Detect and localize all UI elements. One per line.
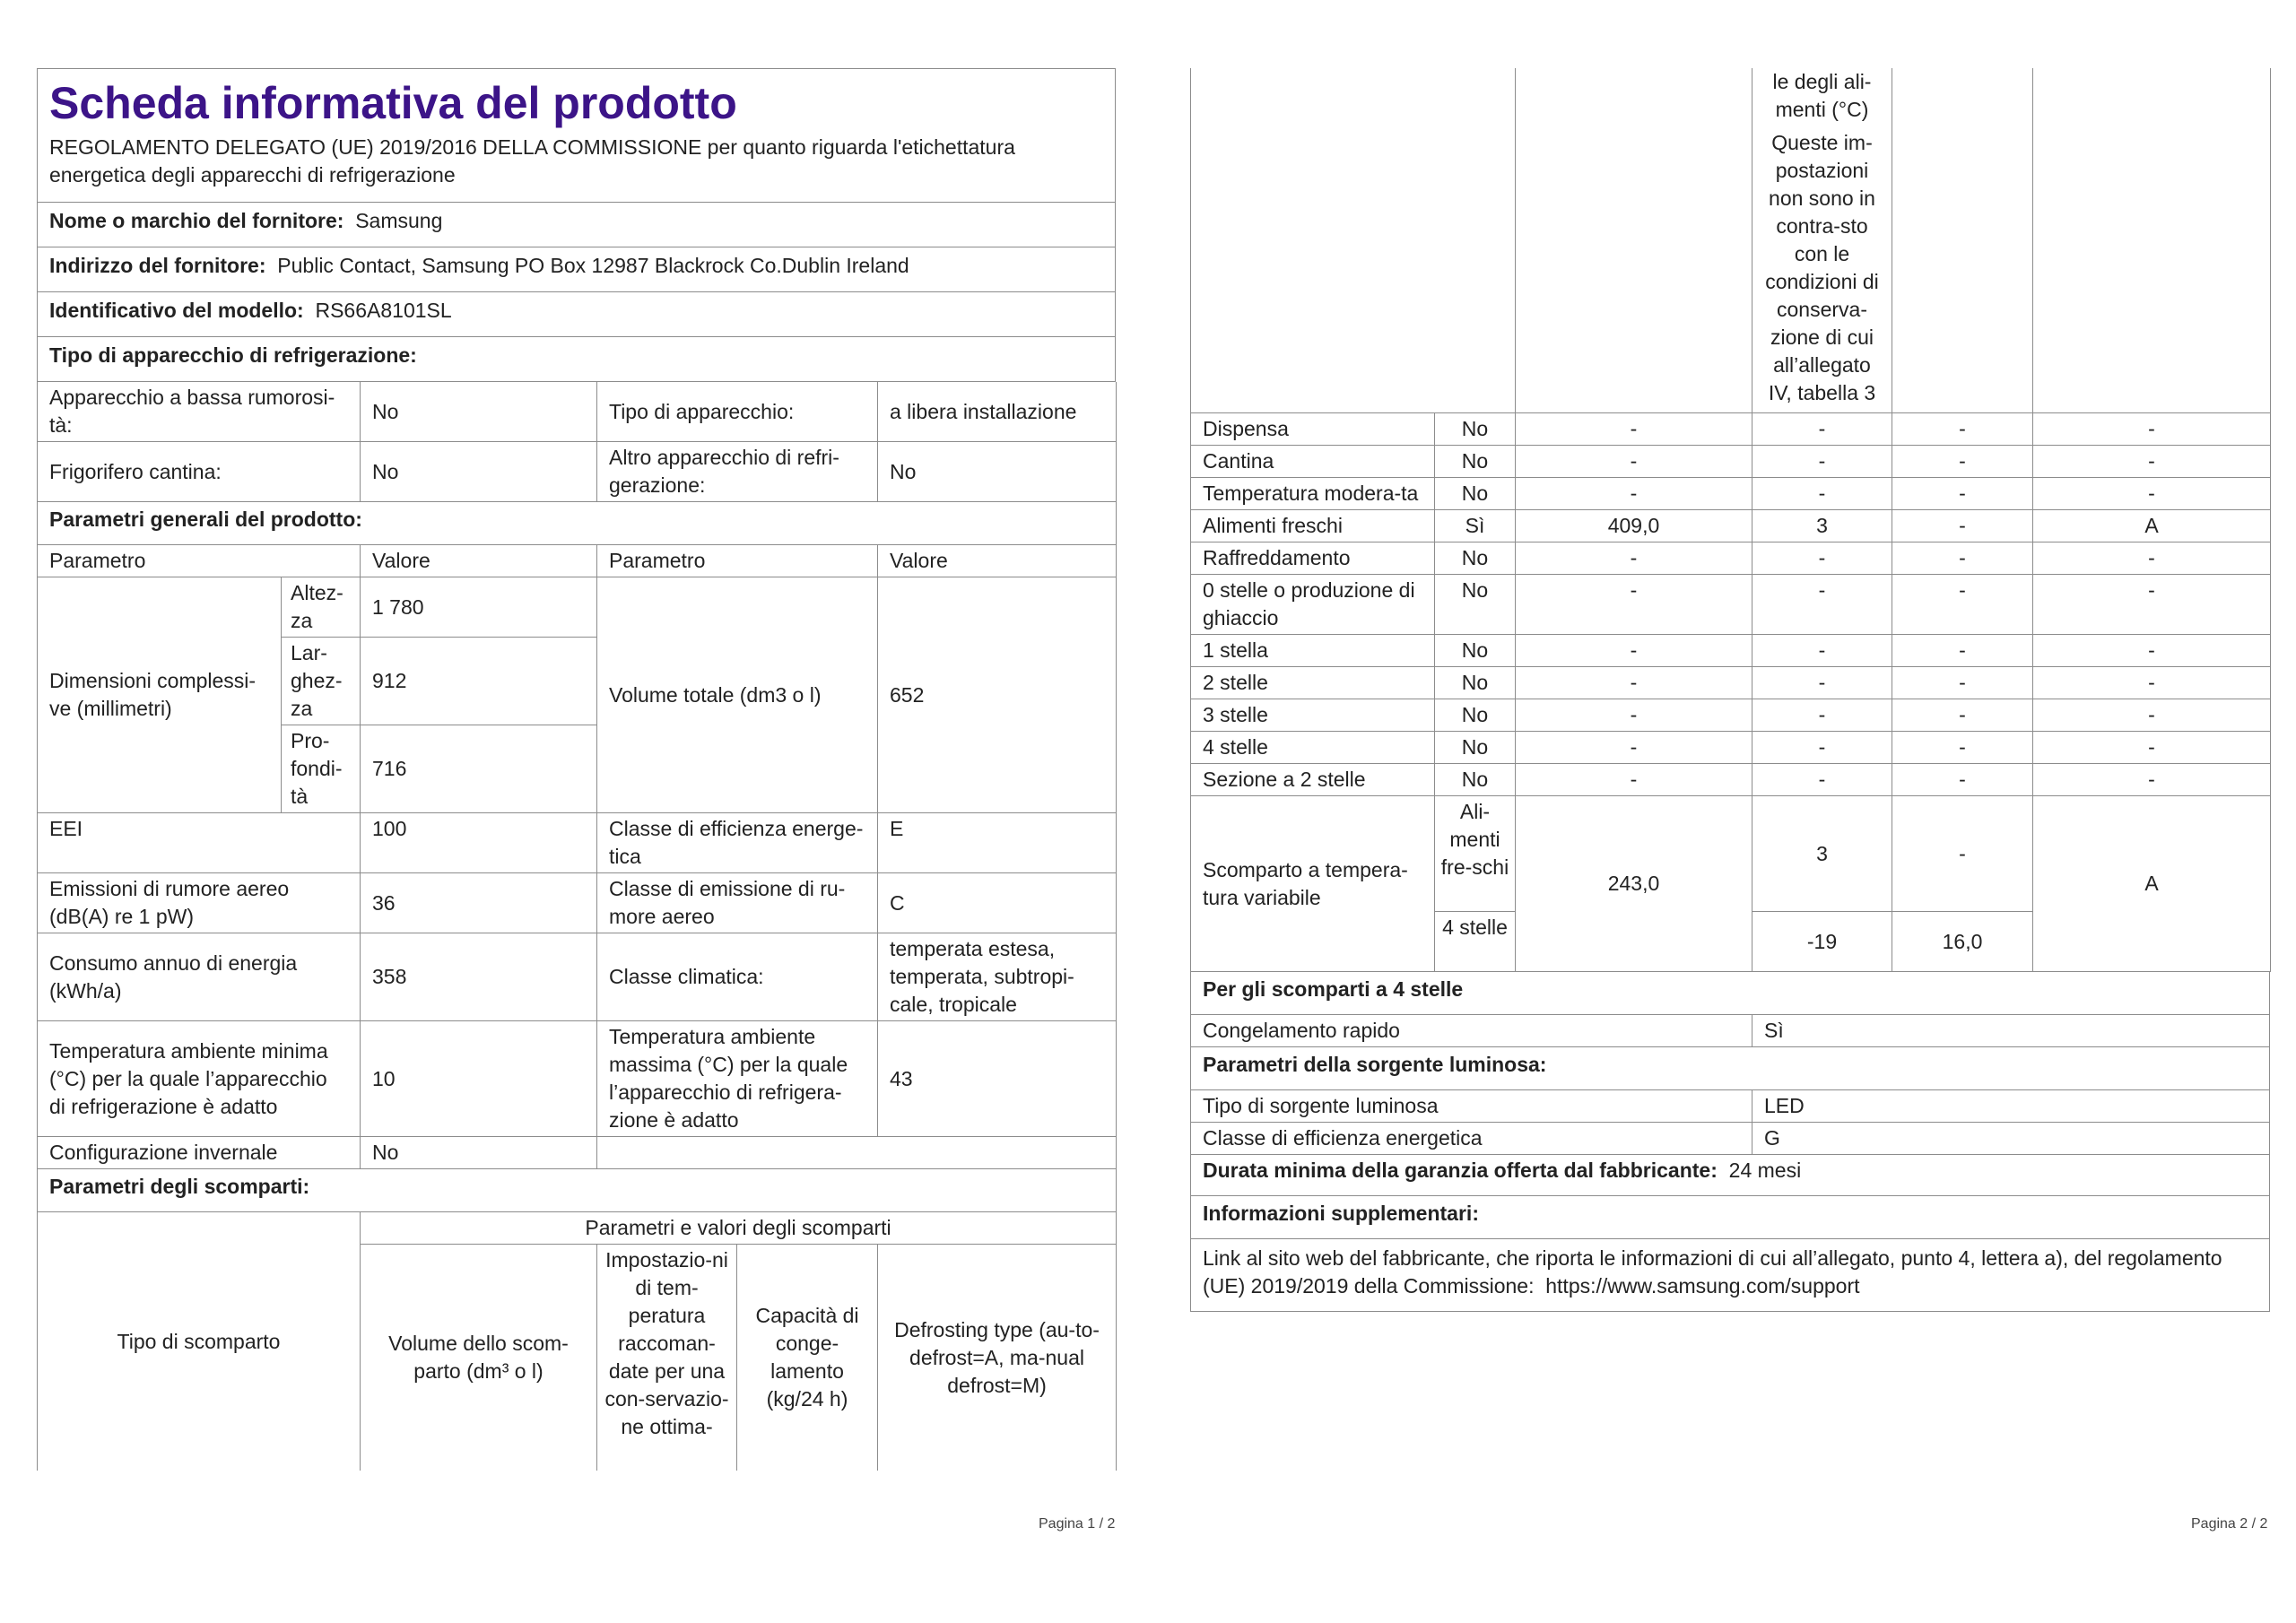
compartment-name: 1 stella xyxy=(1191,635,1435,667)
regulation-text: REGOLAMENTO DELEGATO (UE) 2019/2016 DELLA COMMISSIONE per quanto riguarda l'etichettatura energetica degli apparecchi di refrigerazione xyxy=(38,132,1116,203)
compartment-row xyxy=(1191,413,2271,446)
compartment-defrost: - xyxy=(2033,699,2271,732)
compartment-volume-header: Volume dello scom-parto (dm³ o l) xyxy=(361,1245,597,1471)
model-value: RS66A8101SL xyxy=(315,299,452,322)
compartment-present: No xyxy=(1435,413,1516,446)
compartment-volume: - xyxy=(1516,667,1752,699)
supplier-name-label: Nome o marchio del fornitore: xyxy=(49,209,344,232)
params-header-row xyxy=(38,545,1117,577)
compartment-temp: - xyxy=(1752,764,1892,796)
recommended-temp-header-part2: le degli ali-menti (°C) xyxy=(1772,70,1872,121)
compartment-present: No xyxy=(1435,446,1516,478)
max-temp-value: 43 xyxy=(878,1021,1117,1137)
light-heading-row xyxy=(1191,1047,2270,1090)
compartment-capacity: - xyxy=(1892,575,2033,635)
compartment-row xyxy=(1191,575,2271,635)
height-label: Altez-za xyxy=(282,577,361,638)
page-1 xyxy=(37,68,1116,1471)
compartment-temp: - xyxy=(1752,446,1892,478)
compartment-row xyxy=(1191,478,2271,510)
compartment-defrost: - xyxy=(2033,413,2271,446)
additional-heading-row xyxy=(1191,1196,2270,1239)
winter-row xyxy=(38,1137,1117,1169)
compartment-name: 3 stelle xyxy=(1191,699,1435,732)
compartment-volume: - xyxy=(1516,446,1752,478)
compartment-volume: - xyxy=(1516,413,1752,446)
compartment-values-header: Parametri e valori degli scomparti xyxy=(361,1212,1117,1245)
compartment-defrost: - xyxy=(2033,446,2271,478)
compartment-header-continuation-row xyxy=(1191,68,2271,413)
compartment-capacity: - xyxy=(1892,699,2033,732)
compartment-row xyxy=(1191,635,2271,667)
ambient-temp-row xyxy=(38,1021,1117,1137)
light-type-row xyxy=(1191,1090,2270,1123)
compartment-present: Sì xyxy=(1435,510,1516,542)
dimensions-label: Dimensioni complessi-ve (millimetri) xyxy=(38,577,282,813)
appliance-type-table xyxy=(37,382,1117,545)
depth-value: 716 xyxy=(361,725,597,813)
appliance-row-1 xyxy=(38,382,1117,442)
min-temp-value: 10 xyxy=(361,1021,597,1137)
compartment-params-heading: Parametri degli scomparti: xyxy=(38,1169,1117,1212)
compartment-header-table xyxy=(37,1212,1117,1471)
compartment-capacity: - xyxy=(1892,478,2033,510)
compartment-capacity: - xyxy=(1892,732,2033,764)
light-class-row xyxy=(1191,1123,2270,1155)
compartment-defrost: - xyxy=(2033,542,2271,575)
four-star-heading-row xyxy=(1191,972,2270,1015)
compartment-defrost: - xyxy=(2033,478,2271,510)
compartment-name: 0 stelle o produzione di ghiaccio xyxy=(1191,575,1435,635)
winter-label: Configurazione invernale xyxy=(38,1137,361,1169)
compartment-row xyxy=(1191,542,2271,575)
noise-row xyxy=(38,873,1117,933)
compartment-row xyxy=(1191,699,2271,732)
compartment-present: No xyxy=(1435,699,1516,732)
compartment-temp: - xyxy=(1752,413,1892,446)
variable-sub1-label: Ali-menti fre-schi xyxy=(1435,796,1516,912)
compartment-capacity: - xyxy=(1892,764,2033,796)
compartment-present: No xyxy=(1435,635,1516,667)
page-title: Scheda informativa del prodotto xyxy=(49,78,737,128)
variable-sub2-label: 4 stelle xyxy=(1435,912,1516,972)
compartment-row xyxy=(1191,510,2271,542)
noise-value: 36 xyxy=(361,873,597,933)
variable-compartment-name: Scomparto a tempera-tura variabile xyxy=(1191,796,1435,972)
compartment-name: Sezione a 2 stelle xyxy=(1191,764,1435,796)
fast-freeze-label: Congelamento rapido xyxy=(1191,1015,1752,1047)
noise-class-label: Classe di emissione di ru-more aereo xyxy=(597,873,878,933)
compartment-name: Cantina xyxy=(1191,446,1435,478)
climate-class-value: temperata estesa, temperata, subtropi-cale, tropicale xyxy=(878,933,1117,1021)
variable-volume: 243,0 xyxy=(1516,796,1752,972)
compartment-volume: - xyxy=(1516,478,1752,510)
compartment-temp: 3 xyxy=(1752,510,1892,542)
compartment-present: No xyxy=(1435,575,1516,635)
compartment-defrost: A xyxy=(2033,510,2271,542)
manufacturer-support-link[interactable]: https://www.samsung.com/support xyxy=(1545,1274,1860,1298)
max-temp-label: Temperatura ambiente massima (°C) per la quale l’apparecchio di refrigera-zione è adatto xyxy=(597,1021,878,1137)
energy-consumption-value: 358 xyxy=(361,933,597,1021)
compartment-name: Dispensa xyxy=(1191,413,1435,446)
compartment-capacity: - xyxy=(1892,413,2033,446)
compartment-temp: - xyxy=(1752,667,1892,699)
freezing-capacity-header: Capacità di conge-lamento (kg/24 h) xyxy=(737,1245,878,1471)
page-2-footer: Pagina 2 / 2 xyxy=(2191,1516,2268,1532)
compartment-volume: - xyxy=(1516,764,1752,796)
device-type-value: a libera installazione xyxy=(878,382,1117,442)
total-volume-label: Volume totale (dm3 o l) xyxy=(597,577,878,813)
additional-info-table xyxy=(1190,972,2270,1312)
energy-consumption-label: Consumo annuo di energia (kWh/a) xyxy=(38,933,361,1021)
climate-class-label: Classe climatica: xyxy=(597,933,878,1021)
value-header: Valore xyxy=(361,545,597,577)
energy-class-value: E xyxy=(878,813,1117,873)
compartment-present: No xyxy=(1435,542,1516,575)
compartment-present: No xyxy=(1435,732,1516,764)
compartment-volume: - xyxy=(1516,542,1752,575)
compartment-capacity: - xyxy=(1892,510,2033,542)
depth-label: Pro-fondi-tà xyxy=(282,725,361,813)
compartment-present: No xyxy=(1435,764,1516,796)
compartment-defrost: - xyxy=(2033,732,2271,764)
variable-temp2: -19 xyxy=(1752,912,1892,972)
general-params-heading-row xyxy=(38,502,1117,545)
page-1-footer: Pagina 1 / 2 xyxy=(1039,1516,1116,1532)
warranty-value: 24 mesi xyxy=(1728,1159,1802,1182)
compartment-defrost: - xyxy=(2033,667,2271,699)
wine-label: Frigorifero cantina: xyxy=(38,442,361,502)
light-type-value: LED xyxy=(1752,1090,2270,1123)
compartment-table-continued xyxy=(1190,68,2271,972)
height-value: 1 780 xyxy=(361,577,597,638)
warranty-label: Durata minima della garanzia offerta dal fabbricante: xyxy=(1203,1159,1718,1182)
compartment-temp: - xyxy=(1752,635,1892,667)
compartment-present: No xyxy=(1435,667,1516,699)
other-appliance-label: Altro apparecchio di refri-gerazione: xyxy=(597,442,878,502)
supplier-address-value: Public Contact, Samsung PO Box 12987 Blackrock Co.Dublin Ireland xyxy=(277,254,909,277)
general-params-heading: Parametri generali del prodotto: xyxy=(38,502,1117,545)
compartment-temp: - xyxy=(1752,575,1892,635)
noise-class-value: C xyxy=(878,873,1117,933)
compartment-volume: 409,0 xyxy=(1516,510,1752,542)
variable-capacity1: - xyxy=(1892,796,2033,912)
fast-freeze-row xyxy=(1191,1015,2270,1047)
appliance-type-heading: Tipo di apparecchio di refrigerazione: xyxy=(38,337,1116,382)
compartment-type-header: Tipo di scomparto xyxy=(38,1212,361,1471)
compartment-name: Raffreddamento xyxy=(1191,542,1435,575)
light-class-value: G xyxy=(1752,1123,2270,1155)
compartment-capacity: - xyxy=(1892,635,2033,667)
compartment-name: 4 stelle xyxy=(1191,732,1435,764)
variable-temp1: 3 xyxy=(1752,796,1892,912)
compartment-temp: - xyxy=(1752,699,1892,732)
compartment-present: No xyxy=(1435,478,1516,510)
compartment-defrost: - xyxy=(2033,635,2271,667)
width-label: Lar-ghez-za xyxy=(282,638,361,725)
supplier-name-row xyxy=(38,203,1116,247)
low-noise-label: Apparecchio a bassa rumorosi-tà: xyxy=(38,382,361,442)
compartment-temp: - xyxy=(1752,542,1892,575)
energy-consumption-row xyxy=(38,933,1117,1021)
compartment-temp: - xyxy=(1752,732,1892,764)
low-noise-value: No xyxy=(361,382,597,442)
four-star-heading: Per gli scomparti a 4 stelle xyxy=(1191,972,2270,1015)
page-2 xyxy=(1190,68,2270,1312)
info-table-header xyxy=(37,68,1116,382)
light-heading: Parametri della sorgente luminosa: xyxy=(1191,1047,2270,1090)
recommended-temp-header-part1: Impostazio-ni di tem-peratura raccoman-date per una con-servazio-ne ottima- xyxy=(597,1245,737,1471)
supplier-address-row xyxy=(38,247,1116,292)
compartment-capacity: - xyxy=(1892,667,2033,699)
total-volume-value: 652 xyxy=(878,577,1117,813)
light-type-label: Tipo di sorgente luminosa xyxy=(1191,1090,1752,1123)
compartment-volume: - xyxy=(1516,635,1752,667)
param-header-2: Parametro xyxy=(597,545,878,577)
compartment-name: 2 stelle xyxy=(1191,667,1435,699)
compartment-volume: - xyxy=(1516,575,1752,635)
title-row xyxy=(38,69,1116,133)
value-header-2: Valore xyxy=(878,545,1117,577)
supplier-address-label: Indirizzo del fornitore: xyxy=(49,254,266,277)
appliance-row-2 xyxy=(38,442,1117,502)
compartment-params-heading-row xyxy=(38,1169,1117,1212)
other-appliance-value: No xyxy=(878,442,1117,502)
compartment-volume: - xyxy=(1516,732,1752,764)
compartment-defrost: - xyxy=(2033,764,2271,796)
supplier-name-value: Samsung xyxy=(355,209,443,232)
width-value: 912 xyxy=(361,638,597,725)
compartment-name: Temperatura modera-ta xyxy=(1191,478,1435,510)
recommended-temp-note: Queste im-postazioni non sono in contra-sto con le condizioni di conserva-zione di cui all’allegato IV, tabella 3 xyxy=(1765,131,1879,404)
eei-row xyxy=(38,813,1117,873)
model-row xyxy=(38,292,1116,337)
min-temp-label: Temperatura ambiente minima (°C) per la quale l’apparecchio di refrigerazione è adatto xyxy=(38,1021,361,1137)
variable-defrost: A xyxy=(2033,796,2271,972)
additional-text-row xyxy=(1191,1239,2270,1312)
compartment-capacity: - xyxy=(1892,446,2033,478)
energy-class-label: Classe di efficienza energe-tica xyxy=(597,813,878,873)
param-header: Parametro xyxy=(38,545,361,577)
noise-label: Emissioni di rumore aereo (dB(A) re 1 pW) xyxy=(38,873,361,933)
compartment-volume: - xyxy=(1516,699,1752,732)
compartment-name: Alimenti freschi xyxy=(1191,510,1435,542)
variable-compartment-row xyxy=(1191,796,2271,912)
eei-value: 100 xyxy=(361,813,597,873)
warranty-row xyxy=(1191,1155,2270,1196)
compartment-temp: - xyxy=(1752,478,1892,510)
additional-heading: Informazioni supplementari: xyxy=(1191,1196,2270,1239)
wine-value: No xyxy=(361,442,597,502)
additional-text: Link al sito web del fabbricante, che riporta le informazioni di cui all’allegato, punto 4, lettera a), del regolamento (UE) 2019/2019 della Commissione: xyxy=(1203,1246,2222,1298)
compartment-row xyxy=(1191,764,2271,796)
general-params-table xyxy=(37,545,1117,1212)
compartment-row xyxy=(1191,667,2271,699)
compartment-row xyxy=(1191,446,2271,478)
variable-capacity2: 16,0 xyxy=(1892,912,2033,972)
defrost-header: Defrosting type (au-to-defrost=A, ma-nual defrost=M) xyxy=(878,1245,1117,1471)
fast-freeze-value: Sì xyxy=(1752,1015,2270,1047)
winter-value: No xyxy=(361,1137,597,1169)
compartment-capacity: - xyxy=(1892,542,2033,575)
appliance-type-heading-row xyxy=(38,337,1116,382)
light-class-label: Classe di efficienza energetica xyxy=(1191,1123,1752,1155)
compartment-defrost: - xyxy=(2033,575,2271,635)
model-label: Identificativo del modello: xyxy=(49,299,304,322)
device-type-label: Tipo di apparecchio: xyxy=(597,382,878,442)
compartment-row xyxy=(1191,732,2271,764)
eei-label: EEI xyxy=(38,813,361,873)
